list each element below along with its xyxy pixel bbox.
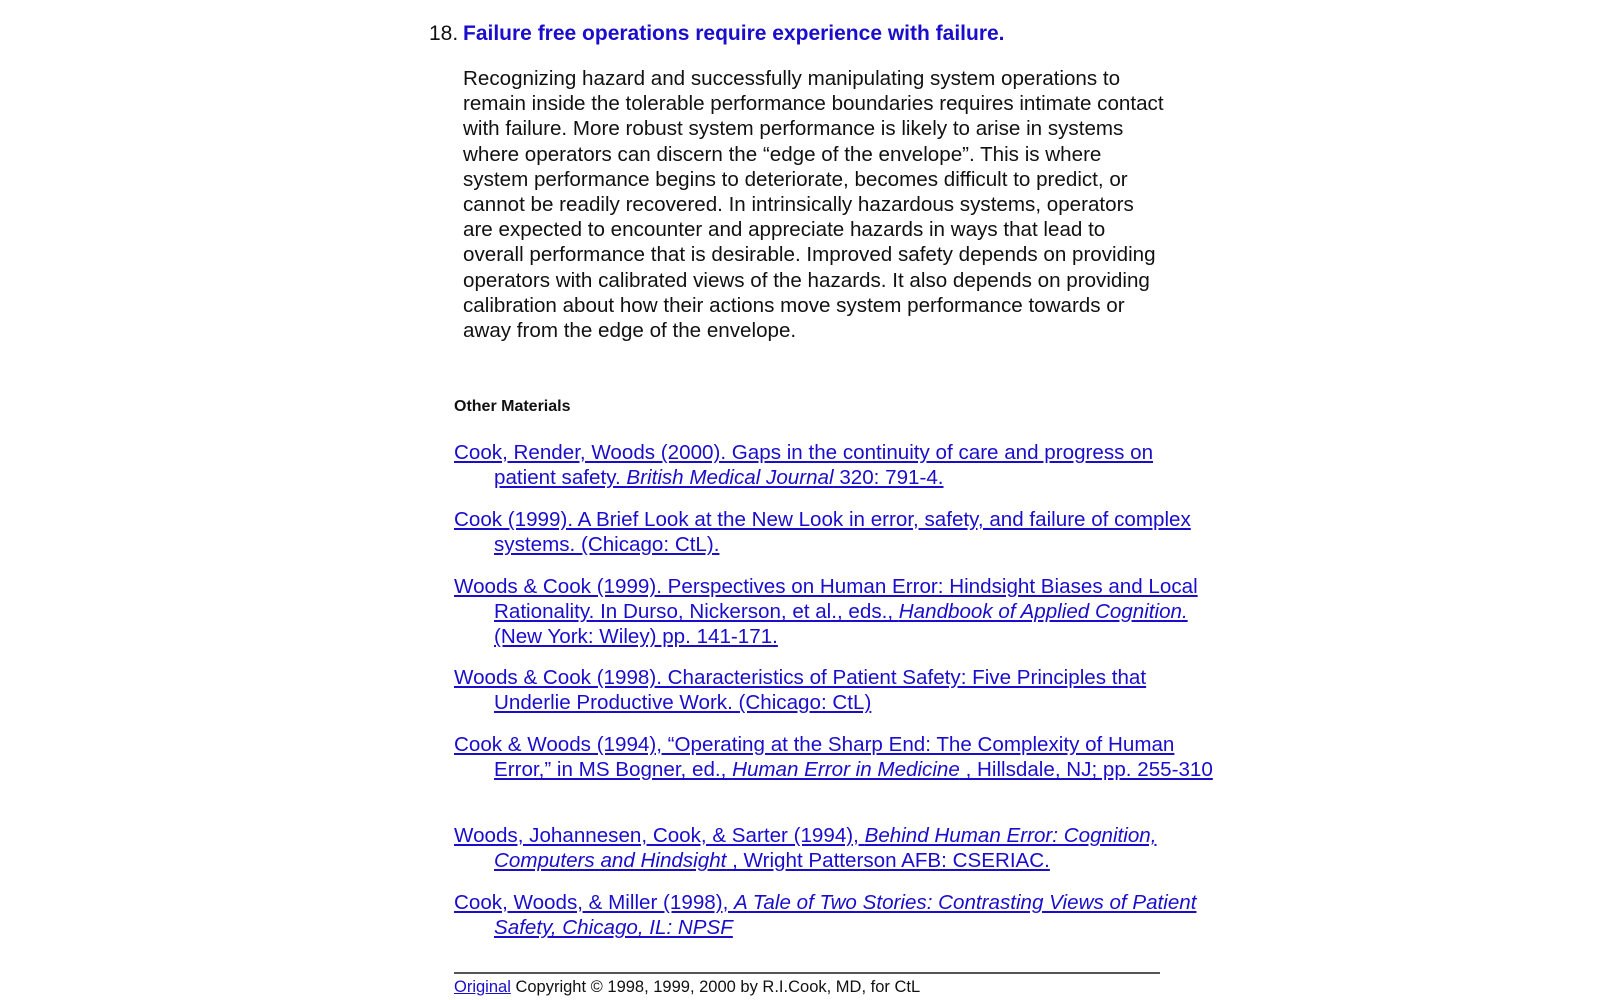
reference-link[interactable]	[454, 575, 1198, 648]
footer	[454, 977, 920, 997]
footer-divider	[454, 972, 1160, 974]
reference-italic-title: British Medical Journal	[626, 466, 834, 490]
reference-text: Cook (1999). A Brief Look at the New Look in error, safety, and failure of complex systems. (Chicago: CtL).	[454, 508, 1191, 557]
reference-item[interactable]	[454, 665, 1214, 715]
reference-text: Woods & Cook (1998). Characteristics of Patient Safety: Five Principles that Underlie Productive Work. (Chicago: CtL)	[454, 666, 1147, 715]
reference-item[interactable]	[454, 890, 1214, 940]
item-heading: Failure free operations require experience with failure.	[463, 22, 1005, 45]
reference-text-tail: , Hillsdale, NJ; pp. 255-310	[959, 758, 1213, 782]
reference-item[interactable]	[454, 732, 1214, 782]
reference-italic-title: Handbook of Applied Cognition.	[898, 600, 1188, 624]
reference-text: Cook, Woods, & Miller (1998),	[454, 891, 735, 914]
reference-italic-title: Human Error in Medicine	[732, 758, 960, 782]
reference-text: Woods, Johannesen, Cook, & Sarter (1994),	[454, 824, 865, 847]
reference-link[interactable]	[454, 891, 1196, 939]
reference-text-tail: 320: 791-4.	[833, 466, 944, 490]
reference-text-tail: , Wright Patterson AFB: CSERIAC.	[726, 849, 1050, 873]
reference-text-tail: (New York: Wiley) pp. 141-171.	[494, 625, 778, 649]
reference-text: Cook & Woods (1994), “Operating at the Sharp End: The Complexity of Human Error,” in MS Bogner, ed.,	[454, 733, 1175, 782]
reference-text: Woods & Cook (1999). Perspectives on Human Error: Hindsight Biases and Local Rationality. In Durso, Nickerson, et al., eds.,	[454, 575, 1198, 624]
reference-link[interactable]	[454, 666, 1146, 714]
reference-italic-title: Behind Human Error: Cognition, Computers and Hindsight	[494, 824, 1157, 873]
item-number: 18.	[429, 22, 459, 45]
reference-item[interactable]	[454, 823, 1214, 873]
reference-link[interactable]	[454, 733, 1213, 781]
original-link[interactable]: Original	[454, 978, 511, 996]
reference-item[interactable]	[454, 440, 1214, 490]
reference-link[interactable]	[454, 824, 1156, 872]
reference-item[interactable]	[454, 574, 1214, 650]
copyright-text: Copyright © 1998, 1999, 2000 by R.I.Cook, MD, for CtL	[510, 978, 921, 996]
reference-link[interactable]	[454, 441, 1153, 489]
reference-link[interactable]	[454, 508, 1191, 556]
reference-italic-title: A Tale of Two Stories: Contrasting Views of Patient Safety, Chicago, IL: NPSF	[494, 891, 1197, 940]
item-body-paragraph: Recognizing hazard and successfully manipulating system operations to remain inside the tolerable performance boundaries requires intimate contact with failure. More robust system performance is likely to arise in systems where operators can discern the “edge of the envelope”. This is where system performance begins to deteriorate, becomes difficult to predict, or cannot be readily recovered. In intrinsically hazardous systems, operators are expected to encounter and appreciate hazards in ways that lead to overall performance that is desirable. Improved safety depends on providing operators with calibrated views of the hazards. It also depends on providing calibration about how their actions move system performance towards or away from the edge of the envelope.	[463, 67, 1164, 343]
other-materials-heading: Other Materials	[454, 398, 571, 415]
reference-text: Cook, Render, Woods (2000). Gaps in the continuity of care and progress on patient safety.	[454, 441, 1154, 490]
reference-item[interactable]	[454, 507, 1214, 557]
